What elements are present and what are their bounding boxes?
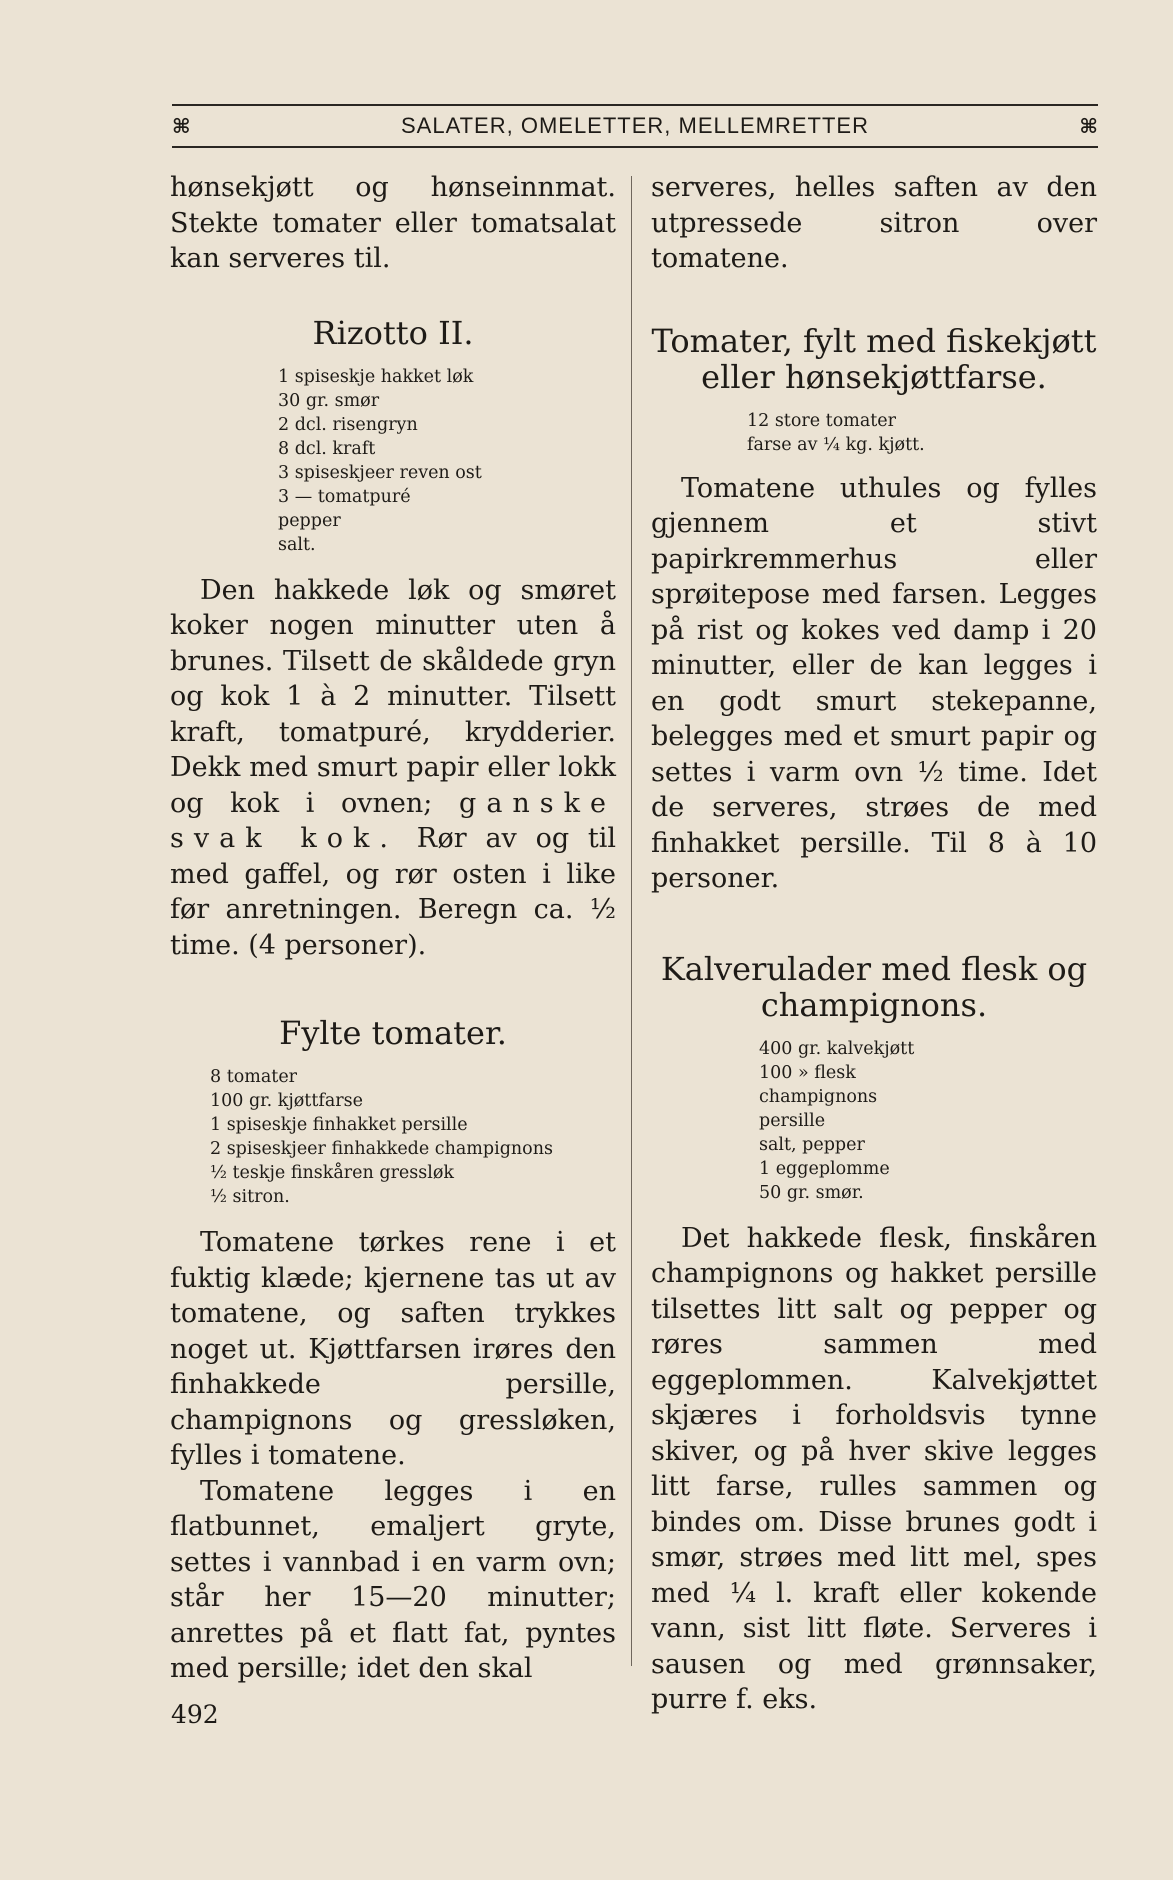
tomater-fylt-title: Tomater, fylt med fiskekjøtt eller hønsekjøttfarse. [651, 321, 1097, 396]
ingredient-item: 8 tomater [210, 1067, 298, 1087]
kalverulader-instructions: Det hakkede flesk, finskåren champignons og hakket persille tilsettes litt salt og pepper og røres sammen med eggeplommen. Kalvekjøttet skjæres i forholdsvis tynne skiver, og på hver skive legges litt farse, rulles sammen og bindes om. Disse brunes godt i smør, strøes med litt mel, spes med ¼ l. kraft eller kokende vann, sist litt fløte. Serveres i sausen og med grønnsaker, purre f. eks. [651, 1222, 1097, 1715]
ingredient-item: 100 gr. kjøttfarse [210, 1091, 363, 1111]
fylte-ingredients [210, 1065, 616, 1209]
ingredient-item: persille [759, 1110, 826, 1131]
ingredient-item: salt, pepper [759, 1134, 865, 1155]
left-column [170, 170, 616, 1687]
right-column [651, 170, 1097, 1718]
ingredient-item: 100 » flesk [759, 1062, 856, 1083]
ingredient-item: 8 dcl. kraft [278, 438, 376, 459]
ingredient-item: 1 spiseskje hakket løk [278, 366, 474, 387]
ingredient-item: pepper [278, 510, 341, 531]
page-number: 492 [171, 1700, 219, 1729]
ingredient-item: 1 eggeplomme [759, 1158, 890, 1179]
ingredient-item: 3 — tomatpuré [278, 486, 411, 507]
rizotto-text-b: Rør av og til med gaffel, og rør osten i like før anretningen. Beregn ca. ½ time. (4 personer). [170, 823, 616, 961]
rizotto-spaced-text: ganske svak kok. [170, 787, 616, 854]
fylte-tomater-title: Fylte tomater. [279, 1014, 507, 1052]
ingredient-item: salt. [278, 534, 316, 555]
running-header [172, 104, 1098, 148]
column-divider [631, 176, 632, 1666]
tomater-fylt-ingredients [747, 409, 1097, 457]
ingredient-item: 3 spiseskjeer reven ost [278, 462, 482, 483]
fylte-paragraph-1: Tomatene tørkes rene i et fuktig klæde; kjernene tas ut av tomatene, og saften trykkes noget ut. Kjøttfarsen irøres den finhakkede persille, champignons og gressløken, fylles i tomatene. [170, 1227, 616, 1471]
tomater-fylt-instructions: Tomatene uthules og fylles gjennem et stivt papirkremmerhus eller sprøitepose med farsen. Legges på rist og kokes ved damp i 20 minutter, eller de kan legges i en godt smurt stekepanne, belegges med et smurt papir og settes i varm ovn ½ time. Idet de serveres, strøes de med finhakket persille. Til 8 à 10 personer. [651, 472, 1097, 894]
ingredient-item: 1 spiseskje finhakket persille [210, 1115, 468, 1135]
rizotto-instructions [170, 573, 616, 964]
rizotto-text-a: Den hakkede løk og smøret koker nogen minutter uten å brunes. Tilsett de skåldede gryn og kok 1 à 2 minutter. Tilsett kraft, tomatpuré, krydderier. Dekk med smurt papir eller lokk og kok i ovnen; [170, 574, 616, 819]
ornament-right-icon: ⌘ [1079, 114, 1098, 138]
rizotto-ingredients [278, 365, 616, 557]
left-intro-paragraph: hønsekjøtt og hønseinnmat. Stekte tomater eller tomatsalat kan serveres til. [170, 172, 616, 274]
ingredient-item: ½ teskje finskåren gressløk [210, 1163, 454, 1183]
fylte-paragraph-2: Tomatene legges i en flatbunnet, emaljert gryte, settes i vannbad i en varm ovn; står her 15—20 minutter; anrettes på et flatt fat, pyntes med persille; idet den skal [170, 1475, 616, 1684]
ingredient-item: farse av ¼ kg. kjøtt. [747, 434, 925, 455]
ingredient-item: 12 store tomater [747, 410, 897, 431]
ingredient-item: champignons [759, 1086, 878, 1107]
ingredient-item: ½ sitron. [210, 1187, 290, 1207]
kalverulader-ingredients [759, 1037, 1097, 1205]
ingredient-item: 2 dcl. risengryn [278, 414, 418, 435]
kalverulader-title: Kalverulader med flesk og champignons. [660, 949, 1088, 1024]
ingredient-item: 30 gr. smør [278, 390, 380, 411]
right-intro-paragraph: serveres, helles saften av den utpressede sitron over tomatene. [651, 172, 1097, 274]
rizotto-title: Rizotto II. [312, 313, 474, 352]
ingredient-item: 50 gr. smør. [759, 1182, 864, 1203]
header-title: SALATER, OMELETTER, MELLEMRETTER [400, 113, 869, 138]
ingredient-item: 2 spiseskjeer finhakkede champignons [210, 1139, 553, 1159]
ornament-left-icon: ⌘ [172, 114, 191, 138]
ingredient-item: 400 gr. kalvekjøtt [759, 1038, 915, 1059]
